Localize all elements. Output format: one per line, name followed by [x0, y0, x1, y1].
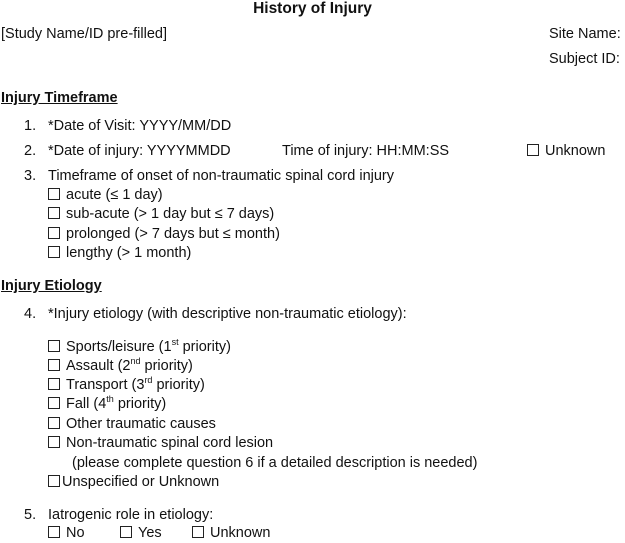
option-no[interactable]	[48, 524, 85, 542]
sub-acute-checkbox[interactable]	[48, 207, 60, 219]
iatrogenic-role-label: Iatrogenic role in etiology:	[48, 507, 214, 523]
lengthy-checkbox[interactable]	[48, 246, 60, 258]
option-label: Sports/leisure (1st priority)	[66, 337, 231, 355]
study-name: [Study Name/ID pre-filled]	[1, 26, 168, 42]
non-traumatic-checkbox[interactable]	[48, 436, 60, 448]
option-unspecified[interactable]	[48, 473, 219, 491]
question-4	[24, 305, 407, 323]
page-title: History of Injury	[253, 0, 372, 17]
option-label: Other traumatic causes	[66, 416, 216, 432]
option-label: Unknown	[545, 143, 606, 159]
section-injury-etiology: Injury Etiology	[1, 278, 102, 294]
question-number: 1.	[24, 118, 37, 134]
question-number: 4.	[24, 306, 37, 322]
question-number: 2.	[24, 143, 37, 159]
acute-checkbox[interactable]	[48, 188, 60, 200]
date-of-visit-label: *Date of Visit: YYYY/MM/DD	[48, 118, 232, 134]
option-assault[interactable]	[48, 357, 193, 375]
transport-checkbox[interactable]	[48, 378, 60, 390]
no-checkbox[interactable]	[48, 526, 60, 538]
option-lengthy[interactable]	[48, 244, 191, 262]
option-label: Non-traumatic spinal cord lesion	[66, 435, 274, 451]
option-unknown[interactable]	[192, 524, 270, 542]
question-3	[24, 167, 394, 185]
question-number: 5.	[24, 507, 37, 523]
injury-etiology-label: *Injury etiology (with descriptive non-traumatic etiology):	[48, 306, 407, 322]
option-label: Unknown	[210, 525, 271, 541]
yes-checkbox[interactable]	[120, 526, 132, 538]
option-label: Unspecified or Unknown	[62, 474, 220, 490]
option-label: prolonged (> 7 days but ≤ month)	[66, 226, 280, 242]
time-of-injury-label: Time of injury: HH:MM:SS	[282, 143, 450, 159]
option-prolonged[interactable]	[48, 225, 280, 243]
unspecified-checkbox[interactable]	[48, 475, 60, 487]
section-injury-timeframe: Injury Timeframe	[1, 90, 118, 106]
option-acute[interactable]	[48, 186, 163, 204]
option-label: acute (≤ 1 day)	[66, 187, 163, 203]
option-label: Yes	[138, 525, 162, 541]
option-label: Assault (2nd priority)	[66, 356, 193, 374]
option-sports[interactable]	[48, 338, 231, 356]
subject-id-label: Subject ID:	[549, 51, 620, 67]
option-label: Transport (3rd priority)	[66, 375, 205, 393]
option-label: lengthy (> 1 month)	[66, 245, 192, 261]
non-traumatic-note: (please complete question 6 if a detailed description is needed)	[72, 455, 478, 471]
sports-checkbox[interactable]	[48, 340, 60, 352]
option-non-traumatic[interactable]	[48, 434, 273, 452]
option-label: Fall (4th priority)	[66, 394, 167, 412]
option-sub-acute[interactable]	[48, 205, 274, 223]
date-of-injury-label: *Date of injury: YYYYMMDD	[48, 143, 231, 159]
option-label: sub-acute (> 1 day but ≤ 7 days)	[66, 206, 275, 222]
option-yes[interactable]	[120, 524, 162, 542]
option-fall[interactable]	[48, 395, 166, 413]
prolonged-checkbox[interactable]	[48, 227, 60, 239]
unknown-checkbox[interactable]	[192, 526, 204, 538]
option-label: No	[66, 525, 85, 541]
time-unknown-checkbox[interactable]	[527, 144, 539, 156]
option-transport[interactable]	[48, 376, 205, 394]
question-2	[24, 142, 231, 160]
site-name-label: Site Name:	[549, 26, 621, 42]
question-number: 3.	[24, 168, 37, 184]
time-unknown-option[interactable]	[527, 142, 605, 160]
assault-checkbox[interactable]	[48, 359, 60, 371]
question-1	[24, 117, 231, 135]
fall-checkbox[interactable]	[48, 397, 60, 409]
other-traumatic-checkbox[interactable]	[48, 417, 60, 429]
onset-timeframe-label: Timeframe of onset of non-traumatic spinal cord injury	[48, 168, 394, 184]
question-5	[24, 506, 213, 524]
option-other-traumatic[interactable]	[48, 415, 216, 433]
